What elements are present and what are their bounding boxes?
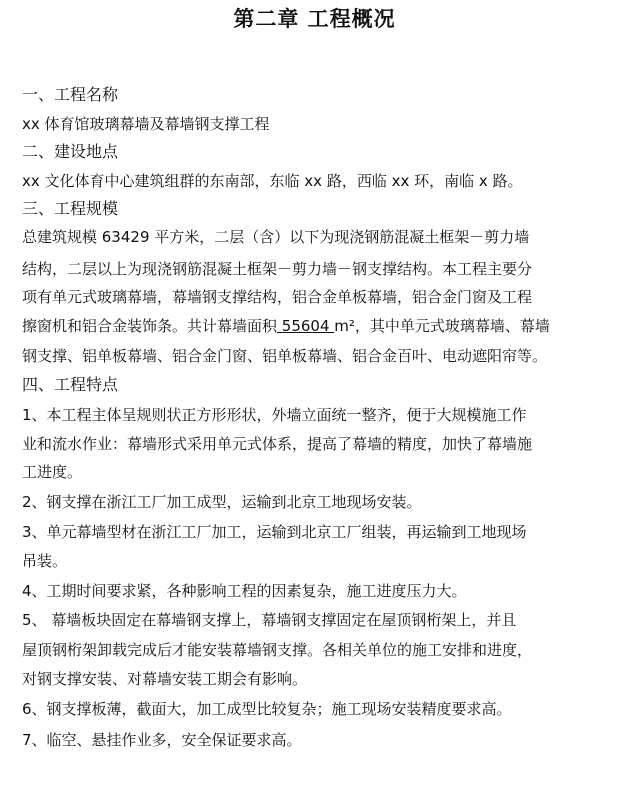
curtain-wall-area-value: 55604: [277, 317, 335, 335]
feature-line-12: 7、临空、悬挂作业多，安全保证要求高。: [22, 731, 302, 749]
scale-line-3: 项有单元式玻璃幕墙，幕墙钢支撑结构，铝合金单板幕墙，铝合金门窗及工程: [22, 288, 533, 306]
feature-line-2: 业和流水作业：幕墙形式采用单元式体系，提高了幕墙的精度，加快了幕墙施: [22, 435, 533, 453]
scale-line-5: 钢支撑、铝单板幕墙、铝合金门窗、铝单板幕墙、铝合金百叶、电动遮阳帘等。: [22, 347, 548, 365]
location-text: xx 文化体育中心建筑组群的东南部，东临 xx 路，西临 xx 环，南临 x 路。: [22, 172, 523, 190]
feature-line-5: 3、单元幕墙型材在浙江工厂加工，运输到北京工厂组装，再运输到工地现场: [22, 523, 527, 541]
scale-line-1: 总建筑规模 63429 平方米，二层（含）以下为现浇钢筋混凝土框架－剪力墙: [22, 228, 530, 246]
chapter-title: 第二章 工程概况: [233, 6, 396, 31]
scale-line-4: [22, 315, 550, 337]
section-heading-features: 四、工程特点: [22, 375, 119, 394]
scale-line-2: 结构，二层以上为现浇钢筋混凝土框架－剪力墙－钢支撑结构。本工程主要分: [22, 260, 533, 278]
feature-line-8: 5、 幕墙板块固定在幕墙钢支撑上，幕墙钢支撑固定在屋顶钢桁架上，并且: [22, 611, 517, 629]
feature-line-7: 4、工期时间要求紧，各种影响工程的因素复杂，施工进度压力大。: [22, 582, 467, 600]
feature-line-9: 屋顶钢桁架卸载完成后才能安装幕墙钢支撑。各相关单位的施工安排和进度，: [22, 641, 533, 659]
section-heading-location: 二、建设地点: [22, 142, 119, 161]
section-heading-scale: 三、工程规模: [22, 199, 119, 218]
feature-line-11: 6、钢支撑板薄，截面大，加工成型比较复杂；施工现场安装精度要求高。: [22, 700, 512, 718]
feature-line-4: 2、钢支撑在浙江工厂加工成型，运输到北京工地现场安装。: [22, 493, 422, 511]
project-name-text: xx 体育馆玻璃幕墙及幕墙钢支撑工程: [22, 115, 270, 133]
curtain-wall-area-unit: m²，其中单元式玻璃幕墙、幕墙: [334, 317, 550, 335]
section-heading-project-name: 一、工程名称: [22, 85, 119, 104]
feature-line-6: 吊装。: [22, 552, 68, 570]
scale-line-4-prefix: 擦窗机和铝合金装饰条。共计幕墙面积: [22, 317, 278, 335]
feature-line-1: 1、本工程主体呈规则状正方形形状，外墙立面统一整齐，便于大规模施工作: [22, 406, 527, 424]
feature-line-3: 工进度。: [22, 463, 83, 481]
feature-line-10: 对钢支撑安装、对幕墙安装工期会有影响。: [22, 670, 308, 688]
